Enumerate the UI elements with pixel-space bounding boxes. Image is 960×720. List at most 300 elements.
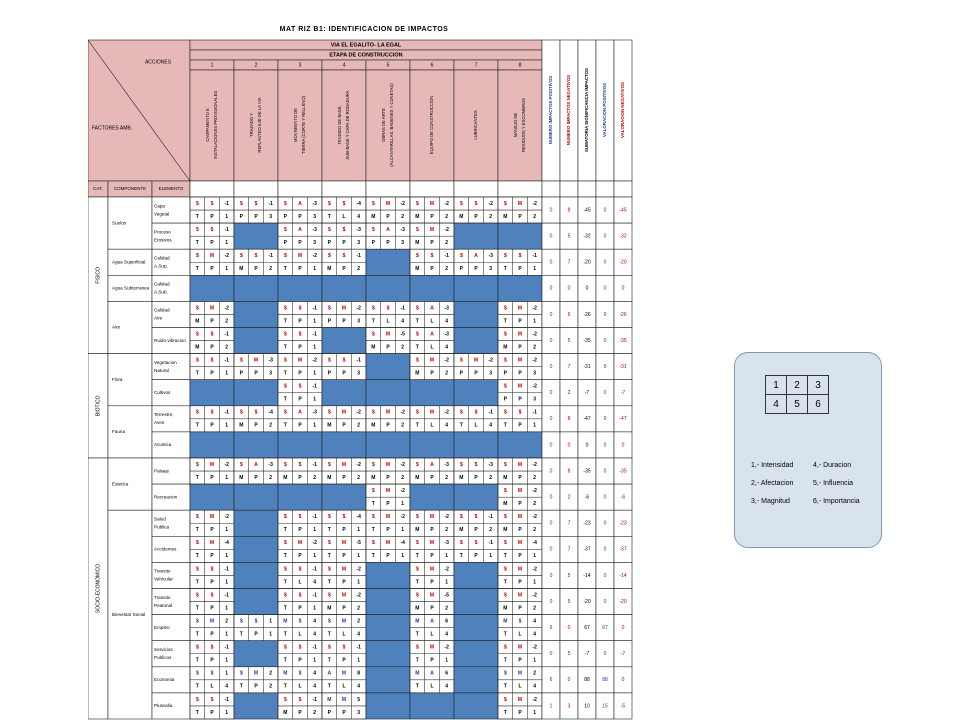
impact-value: M — [517, 331, 523, 338]
impact-value: $ — [415, 226, 419, 233]
impact-value: $ — [518, 618, 522, 625]
element-label: Calidad — [154, 281, 170, 287]
empty-impact-cell — [366, 615, 410, 641]
summary-value: 6 — [549, 677, 553, 684]
impact-value: -1 — [488, 409, 493, 416]
impact-value: -2 — [356, 305, 361, 312]
impact-value: P — [474, 213, 478, 220]
summary-value: 0 — [603, 233, 607, 240]
impact-value: M — [327, 696, 332, 703]
empty-impact-cell — [454, 328, 498, 354]
impact-value: P — [298, 657, 302, 664]
summary-value: -26 — [583, 311, 591, 318]
impact-value: $ — [210, 331, 214, 338]
impact-value: -1 — [224, 331, 229, 338]
impact-value: $ — [459, 200, 463, 207]
summary-value: 0 — [549, 207, 553, 214]
component-label: Fauna — [112, 429, 126, 435]
element-label: Economia — [154, 677, 175, 683]
summary-value: 1 — [549, 703, 553, 710]
impact-value: P — [342, 709, 346, 716]
summary-value: 0 — [549, 572, 553, 579]
impact-value: T — [283, 553, 287, 560]
impact-value: -3 — [400, 226, 405, 233]
action-number: 5 — [386, 62, 390, 69]
impact-value: $ — [415, 200, 419, 207]
summary-header: SUMATORIA SIGNIFICANCIA IMPACTOS — [584, 68, 590, 152]
impact-value: -2 — [400, 461, 405, 468]
summary-value: 0 — [603, 259, 607, 266]
impact-value: 2 — [357, 266, 361, 273]
impact-value: $ — [327, 618, 331, 625]
impact-value: M — [341, 618, 347, 625]
impact-value: $ — [415, 540, 419, 547]
summary-value: 0 — [549, 363, 553, 370]
impact-value: -2 — [532, 383, 537, 390]
impact-value: M — [341, 305, 347, 312]
impact-value: M — [371, 213, 376, 220]
impact-value: P — [239, 370, 244, 377]
impact-value: 1 — [313, 396, 317, 403]
impact-value: -3 — [488, 253, 493, 260]
summary-value: -20 — [583, 598, 591, 605]
impact-value: M — [459, 474, 464, 481]
impact-value: 2 — [533, 670, 537, 677]
impact-value: P — [518, 318, 522, 325]
impact-value: $ — [503, 696, 507, 703]
summary-value: 67 — [584, 624, 590, 631]
impact-value: -2 — [312, 253, 317, 260]
impact-value: -2 — [356, 409, 361, 416]
impact-value: P — [342, 605, 346, 612]
summary-value: 88 — [584, 677, 590, 684]
impact-value: T — [415, 683, 419, 690]
summary-value: 6 — [567, 311, 571, 318]
impact-value: $ — [283, 200, 287, 207]
impact-value: 2 — [533, 501, 537, 508]
impact-value: $ — [195, 514, 199, 521]
impact-value: T — [195, 553, 199, 560]
impact-value: $ — [371, 514, 375, 521]
impact-value: M — [327, 266, 332, 273]
impact-value: T — [283, 396, 287, 403]
summary-value: 10 — [584, 703, 590, 710]
summary-value: 0 — [603, 337, 607, 344]
impact-value: $ — [195, 670, 199, 677]
impact-value: $ — [298, 670, 302, 677]
component-label: Estetica — [112, 481, 129, 487]
impact-value: T — [283, 318, 287, 325]
impact-value: M — [239, 474, 244, 481]
impact-value: -3 — [356, 226, 361, 233]
impact-value: M — [503, 527, 508, 534]
impact-value: P — [342, 422, 346, 429]
impact-value: P — [342, 318, 346, 325]
impact-value: -1 — [312, 592, 317, 599]
impact-value: P — [342, 266, 346, 273]
impact-value: M — [209, 540, 215, 547]
summary-value: -23 — [619, 520, 627, 527]
action-name: LUBRICANTES — [473, 110, 479, 140]
impact-value: $ — [342, 357, 346, 364]
impact-value: M — [429, 226, 435, 233]
impact-value: $ — [415, 644, 419, 651]
impact-value: $ — [371, 305, 375, 312]
summary-value: -31 — [619, 363, 627, 370]
impact-value: M — [371, 344, 376, 351]
impact-value: 2 — [225, 318, 229, 325]
impact-value: T — [195, 683, 199, 690]
element-cell — [152, 589, 190, 615]
element-label: Vehicular — [154, 576, 173, 582]
impact-value: $ — [459, 357, 463, 364]
impact-value: P — [210, 527, 214, 534]
impact-value: M — [209, 618, 215, 625]
impact-value: $ — [210, 226, 214, 233]
impact-value: P — [254, 631, 258, 638]
impact-value: -2 — [532, 487, 537, 494]
summary-header: VALORACION POSITIVOS — [602, 82, 608, 138]
summary-value: 0 — [603, 285, 607, 292]
impact-value: L — [518, 683, 522, 690]
impact-value: 4 — [445, 683, 449, 690]
impact-value: M — [517, 566, 523, 573]
empty-impact-cell — [366, 249, 410, 275]
element-label: Natural — [154, 367, 169, 373]
impact-value: P — [430, 527, 434, 534]
impact-value: L — [298, 683, 302, 690]
impact-value: L — [342, 631, 346, 638]
impact-value: 4 — [445, 631, 449, 638]
empty-impact-cell — [410, 432, 454, 458]
summary-value: -32 — [619, 233, 627, 240]
impact-value: -1 — [356, 644, 361, 651]
impact-value: P — [298, 396, 302, 403]
impact-value: $ — [459, 514, 463, 521]
impact-value: 3 — [269, 370, 273, 377]
component-label: Agua Superficial — [112, 259, 146, 265]
impact-value: P — [474, 527, 478, 534]
impact-value: $ — [503, 592, 507, 599]
blank-header-cell — [560, 181, 578, 197]
impact-value: M — [297, 357, 303, 364]
impact-value: M — [385, 487, 391, 494]
impact-value: 5 — [357, 696, 361, 703]
impact-value: 2 — [225, 344, 229, 351]
impact-value: 4 — [313, 683, 317, 690]
impact-value: 2 — [533, 605, 537, 612]
impact-value: -2 — [532, 305, 537, 312]
element-cell — [152, 249, 190, 275]
impact-value: M — [341, 566, 347, 573]
impact-value: $ — [503, 670, 507, 677]
impact-value: 1 — [533, 266, 537, 273]
impact-value: 2 — [357, 605, 361, 612]
impact-value: $ — [503, 200, 507, 207]
summary-value: 8 — [567, 416, 571, 423]
impact-value: 2 — [313, 474, 317, 481]
impact-value: T — [371, 501, 375, 508]
impact-value: P — [386, 527, 390, 534]
impact-value: T — [503, 683, 507, 690]
impact-value: P — [327, 709, 332, 716]
impact-value: -1 — [356, 357, 361, 364]
impact-value: A — [430, 618, 434, 625]
impact-value: -2 — [532, 566, 537, 573]
impact-value: $ — [327, 540, 331, 547]
element-label: Calidad — [154, 307, 170, 313]
category-label: FISICO — [95, 266, 102, 284]
impact-value: P — [518, 344, 522, 351]
impact-value: M — [385, 409, 391, 416]
impact-value: 2 — [401, 213, 405, 220]
impact-value: 1 — [225, 370, 229, 377]
impact-value: M — [253, 357, 259, 364]
impact-value: P — [210, 709, 214, 716]
impact-value: M — [517, 200, 523, 207]
impact-value: T — [503, 709, 507, 716]
element-cell — [152, 223, 190, 249]
impact-value: P — [342, 240, 346, 247]
action-number: 1 — [210, 62, 214, 69]
impact-value: M — [283, 670, 288, 677]
impact-value: $ — [283, 592, 287, 599]
impact-value: M — [415, 670, 420, 677]
summary-value: -35 — [619, 337, 627, 344]
empty-impact-cell — [454, 589, 498, 615]
component-label: Aire — [112, 324, 121, 330]
impact-value: P — [342, 553, 346, 560]
impact-value: $ — [195, 200, 199, 207]
empty-impact-cell — [278, 275, 322, 301]
impact-value: $ — [503, 644, 507, 651]
category-label: SOCIO-ECONOMICO — [95, 563, 102, 614]
impact-value: 4 — [401, 318, 405, 325]
impact-value: 2 — [269, 422, 273, 429]
impact-value: 1 — [225, 605, 229, 612]
impact-value: -4 — [356, 514, 361, 521]
impact-value: $ — [283, 409, 287, 416]
impact-value: $ — [474, 461, 478, 468]
impact-value: 2 — [489, 213, 493, 220]
summary-value: 0 — [603, 468, 607, 475]
impact-value: P — [386, 422, 390, 429]
impact-value: 4 — [225, 683, 229, 690]
impact-value: $ — [327, 305, 331, 312]
impact-value: T — [327, 579, 331, 586]
impact-value: $ — [210, 409, 214, 416]
impact-value: -3 — [268, 357, 273, 364]
impact-value: 3 — [269, 213, 273, 220]
empty-impact-cell — [322, 484, 366, 510]
summary-value: 0 — [621, 442, 625, 449]
impact-value: M — [503, 213, 508, 220]
impact-value: 4 — [357, 631, 361, 638]
impact-value: A — [298, 200, 302, 207]
action-name-cell — [322, 70, 366, 181]
impact-value: -1 — [356, 253, 361, 260]
summary-value: 5 — [567, 233, 571, 240]
summary-value: -7 — [584, 390, 590, 397]
impact-value: 2 — [445, 213, 449, 220]
impact-value: -2 — [356, 566, 361, 573]
component-label: Suelos — [112, 220, 127, 226]
impact-value: M — [429, 409, 435, 416]
impact-value: 4 — [445, 344, 449, 351]
action-name: MOVIMIENTO DE — [293, 108, 299, 142]
element-label: A.Sup. — [154, 263, 168, 269]
impact-value: 1 — [225, 709, 229, 716]
impact-value: -2 — [356, 461, 361, 468]
element-label: Recreacion — [154, 494, 178, 500]
impact-value: $ — [503, 487, 507, 494]
impact-value: M — [371, 474, 376, 481]
summary-value: 0 — [549, 651, 553, 658]
summary-value: 7 — [567, 520, 571, 527]
empty-impact-cell — [454, 693, 498, 719]
empty-impact-cell — [498, 223, 542, 249]
impact-value: 3 — [489, 370, 493, 377]
impact-value: T — [327, 657, 331, 664]
action-name: RESIDUOS Y ESCOMBROS — [521, 97, 527, 153]
impact-value: -2 — [444, 357, 449, 364]
impact-value: -2 — [444, 644, 449, 651]
action-name: OBRAS DE ARTE — [381, 108, 387, 142]
impact-value: T — [195, 709, 199, 716]
action-name-cell — [366, 70, 410, 181]
impact-value: $ — [415, 409, 419, 416]
impact-value: M — [429, 592, 435, 599]
summary-value: 0 — [549, 546, 553, 553]
impact-value: $ — [210, 200, 214, 207]
impact-value: T — [283, 657, 287, 664]
summary-value: -47 — [619, 416, 627, 423]
impact-value: $ — [210, 696, 214, 703]
element-label: Acustica — [154, 442, 172, 448]
impact-value: A — [298, 409, 302, 416]
empty-impact-cell — [366, 354, 410, 380]
impact-value: P — [518, 553, 522, 560]
impact-value: $ — [371, 487, 375, 494]
impact-value: M — [503, 501, 508, 508]
impact-value: $ — [210, 592, 214, 599]
impact-value: $ — [371, 409, 375, 416]
impact-value: P — [210, 631, 214, 638]
impact-value: P — [327, 240, 332, 247]
impact-value: -5 — [356, 540, 361, 547]
blank-header-cell — [278, 181, 322, 197]
impact-value: P — [386, 344, 390, 351]
impact-value: P — [254, 370, 258, 377]
impact-value: T — [283, 683, 287, 690]
impact-value: T — [503, 631, 507, 638]
legend-item: 1,- Intensidad — [751, 462, 794, 469]
impact-value: 3 — [489, 266, 493, 273]
impact-value: -1 — [224, 566, 229, 573]
impact-value: T — [327, 213, 331, 220]
impact-value: P — [430, 213, 434, 220]
impact-value: 1 — [313, 422, 317, 429]
impact-value: M — [283, 474, 288, 481]
impact-value: T — [195, 605, 199, 612]
impact-value: $ — [195, 618, 199, 625]
impact-value: -1 — [312, 461, 317, 468]
blank-header-cell — [366, 181, 410, 197]
impact-value: P — [298, 240, 302, 247]
impact-value: P — [518, 605, 522, 612]
impact-value: M — [517, 540, 523, 547]
summary-value: 15 — [602, 703, 608, 710]
impact-value: $ — [195, 226, 199, 233]
impact-value: P — [518, 474, 522, 481]
impact-value: T — [459, 422, 463, 429]
legend-grid-row — [766, 376, 829, 395]
element-label: Salud — [154, 516, 166, 522]
empty-impact-cell — [498, 275, 542, 301]
impact-value: L — [386, 318, 390, 325]
impact-value: 1 — [269, 618, 273, 625]
impact-value: P — [298, 213, 302, 220]
impact-value: $ — [430, 253, 434, 260]
element-cell — [152, 354, 190, 380]
impact-value: P — [210, 605, 214, 612]
impact-value: M — [517, 305, 523, 312]
impact-value: $ — [503, 540, 507, 547]
impact-value: 4 — [489, 422, 493, 429]
element-label: Vegetacion — [154, 359, 177, 365]
elemento-header: ELEMENTO — [158, 186, 184, 192]
blank-header-cell — [190, 181, 234, 197]
impact-value: $ — [239, 409, 243, 416]
impact-value: 1 — [225, 631, 229, 638]
action-name-cell — [498, 70, 542, 181]
impact-value: 1 — [225, 670, 229, 677]
impact-value: $ — [459, 540, 463, 547]
impact-value: 4 — [533, 631, 537, 638]
empty-impact-cell — [454, 562, 498, 588]
impact-value: T — [415, 553, 419, 560]
impact-value: 2 — [269, 683, 273, 690]
element-label: Aves — [154, 420, 165, 426]
impact-value: 1 — [313, 370, 317, 377]
summary-value: -20 — [583, 259, 591, 266]
legend-cell: 1 — [766, 376, 787, 395]
impact-value: 3 — [313, 213, 317, 220]
impact-value: -2 — [532, 357, 537, 364]
impact-value: $ — [503, 461, 507, 468]
impact-value: $ — [195, 305, 199, 312]
impact-value: -2 — [532, 644, 537, 651]
impact-value: P — [210, 474, 214, 481]
impact-value: M — [429, 566, 435, 573]
impact-value: -2 — [532, 592, 537, 599]
impact-value: M — [517, 514, 523, 521]
impact-value: 1 — [401, 501, 405, 508]
impact-value: $ — [503, 305, 507, 312]
impact-value: M — [517, 670, 523, 677]
impact-value: L — [430, 683, 434, 690]
impact-value: $ — [415, 357, 419, 364]
legend-row — [751, 475, 875, 493]
impact-value: $ — [283, 305, 287, 312]
impact-value: T — [327, 631, 331, 638]
legend-cell: 2 — [787, 376, 808, 395]
empty-impact-cell — [366, 380, 410, 406]
impact-value: T — [327, 553, 331, 560]
action-number: 3 — [298, 62, 302, 69]
element-label: Transito — [154, 594, 171, 600]
impact-value: T — [239, 683, 243, 690]
